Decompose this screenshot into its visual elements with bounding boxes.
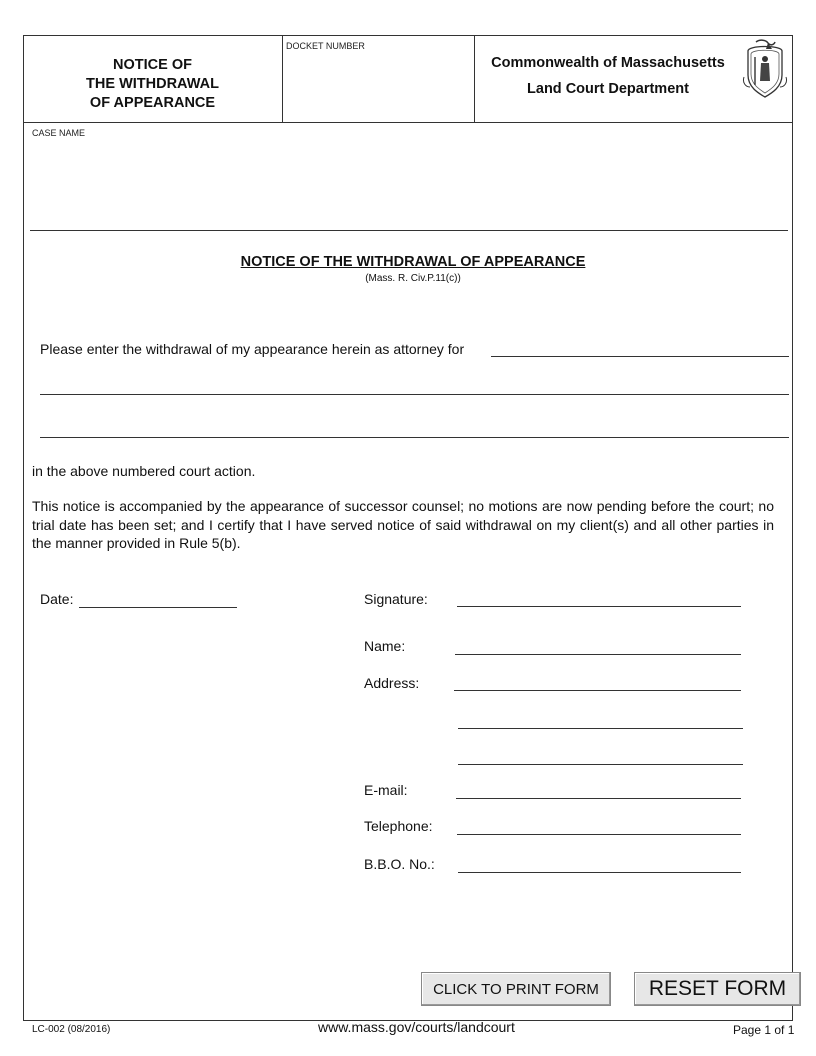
- client-field-line2[interactable]: [40, 394, 789, 395]
- case-name-field[interactable]: [30, 140, 788, 228]
- bbo-label: B.B.O. No.:: [364, 856, 435, 872]
- telephone-label: Telephone:: [364, 818, 433, 834]
- print-form-button[interactable]: CLICK TO PRINT FORM: [421, 972, 611, 1006]
- case-name-label: CASE NAME: [32, 128, 86, 138]
- email-field[interactable]: [456, 798, 741, 799]
- notice-title: NOTICE OF THE WITHDRAWAL OF APPEARANCE: [240, 254, 586, 270]
- form-title-line3: OF APPEARANCE: [89, 95, 216, 111]
- massachusetts-seal-icon: [742, 37, 788, 99]
- form-title: [23, 56, 282, 113]
- address-field-line3[interactable]: [458, 764, 743, 765]
- signature-field[interactable]: [457, 606, 741, 607]
- docket-number-field[interactable]: [284, 54, 472, 120]
- form-title-line2: THE WITHDRAWAL: [86, 76, 219, 92]
- bbo-field[interactable]: [458, 872, 741, 873]
- reset-form-button[interactable]: RESET FORM: [634, 972, 801, 1006]
- form-title-line1: NOTICE OF: [113, 57, 192, 73]
- address-label: Address:: [364, 675, 420, 691]
- address-field-line1[interactable]: [454, 690, 741, 691]
- court-website: www.mass.gov/courts/landcourt: [318, 1019, 515, 1035]
- name-field[interactable]: [455, 654, 741, 655]
- form-code: LC-002 (08/2016): [32, 1024, 111, 1035]
- court-heading: [474, 50, 742, 102]
- client-field-line3[interactable]: [40, 437, 789, 438]
- header-divider: [23, 122, 793, 123]
- page-number: Page 1 of 1: [733, 1023, 795, 1037]
- withdrawal-prompt: Please enter the withdrawal of my appearance herein as attorney for: [40, 341, 465, 357]
- certification-paragraph: This notice is accompanied by the appearance of successor counsel; no motions are now pending before the court; no trial date has been set; and I certify that I have served notice of said withdrawal on my client(s) and all other parties in the manner provided in Rule 5(b).: [32, 498, 774, 551]
- rule-citation: (Mass. R. Civ.P.11(c)): [365, 273, 461, 284]
- email-label: E-mail:: [364, 782, 408, 798]
- docket-number-label: DOCKET NUMBER: [286, 41, 365, 51]
- name-label: Name:: [364, 638, 406, 654]
- date-field[interactable]: [79, 607, 237, 608]
- telephone-field[interactable]: [457, 834, 741, 835]
- case-name-divider: [30, 230, 788, 231]
- address-field-line2[interactable]: [458, 728, 743, 729]
- court-action-text: in the above numbered court action.: [32, 463, 256, 479]
- signature-label: Signature:: [364, 591, 428, 607]
- commonwealth-title: Commonwealth of Massachusetts: [491, 55, 725, 71]
- header-divider-left: [282, 35, 283, 123]
- date-label: Date:: [40, 591, 74, 607]
- client-field-line1[interactable]: [491, 356, 789, 357]
- department-title: Land Court Department: [527, 81, 689, 97]
